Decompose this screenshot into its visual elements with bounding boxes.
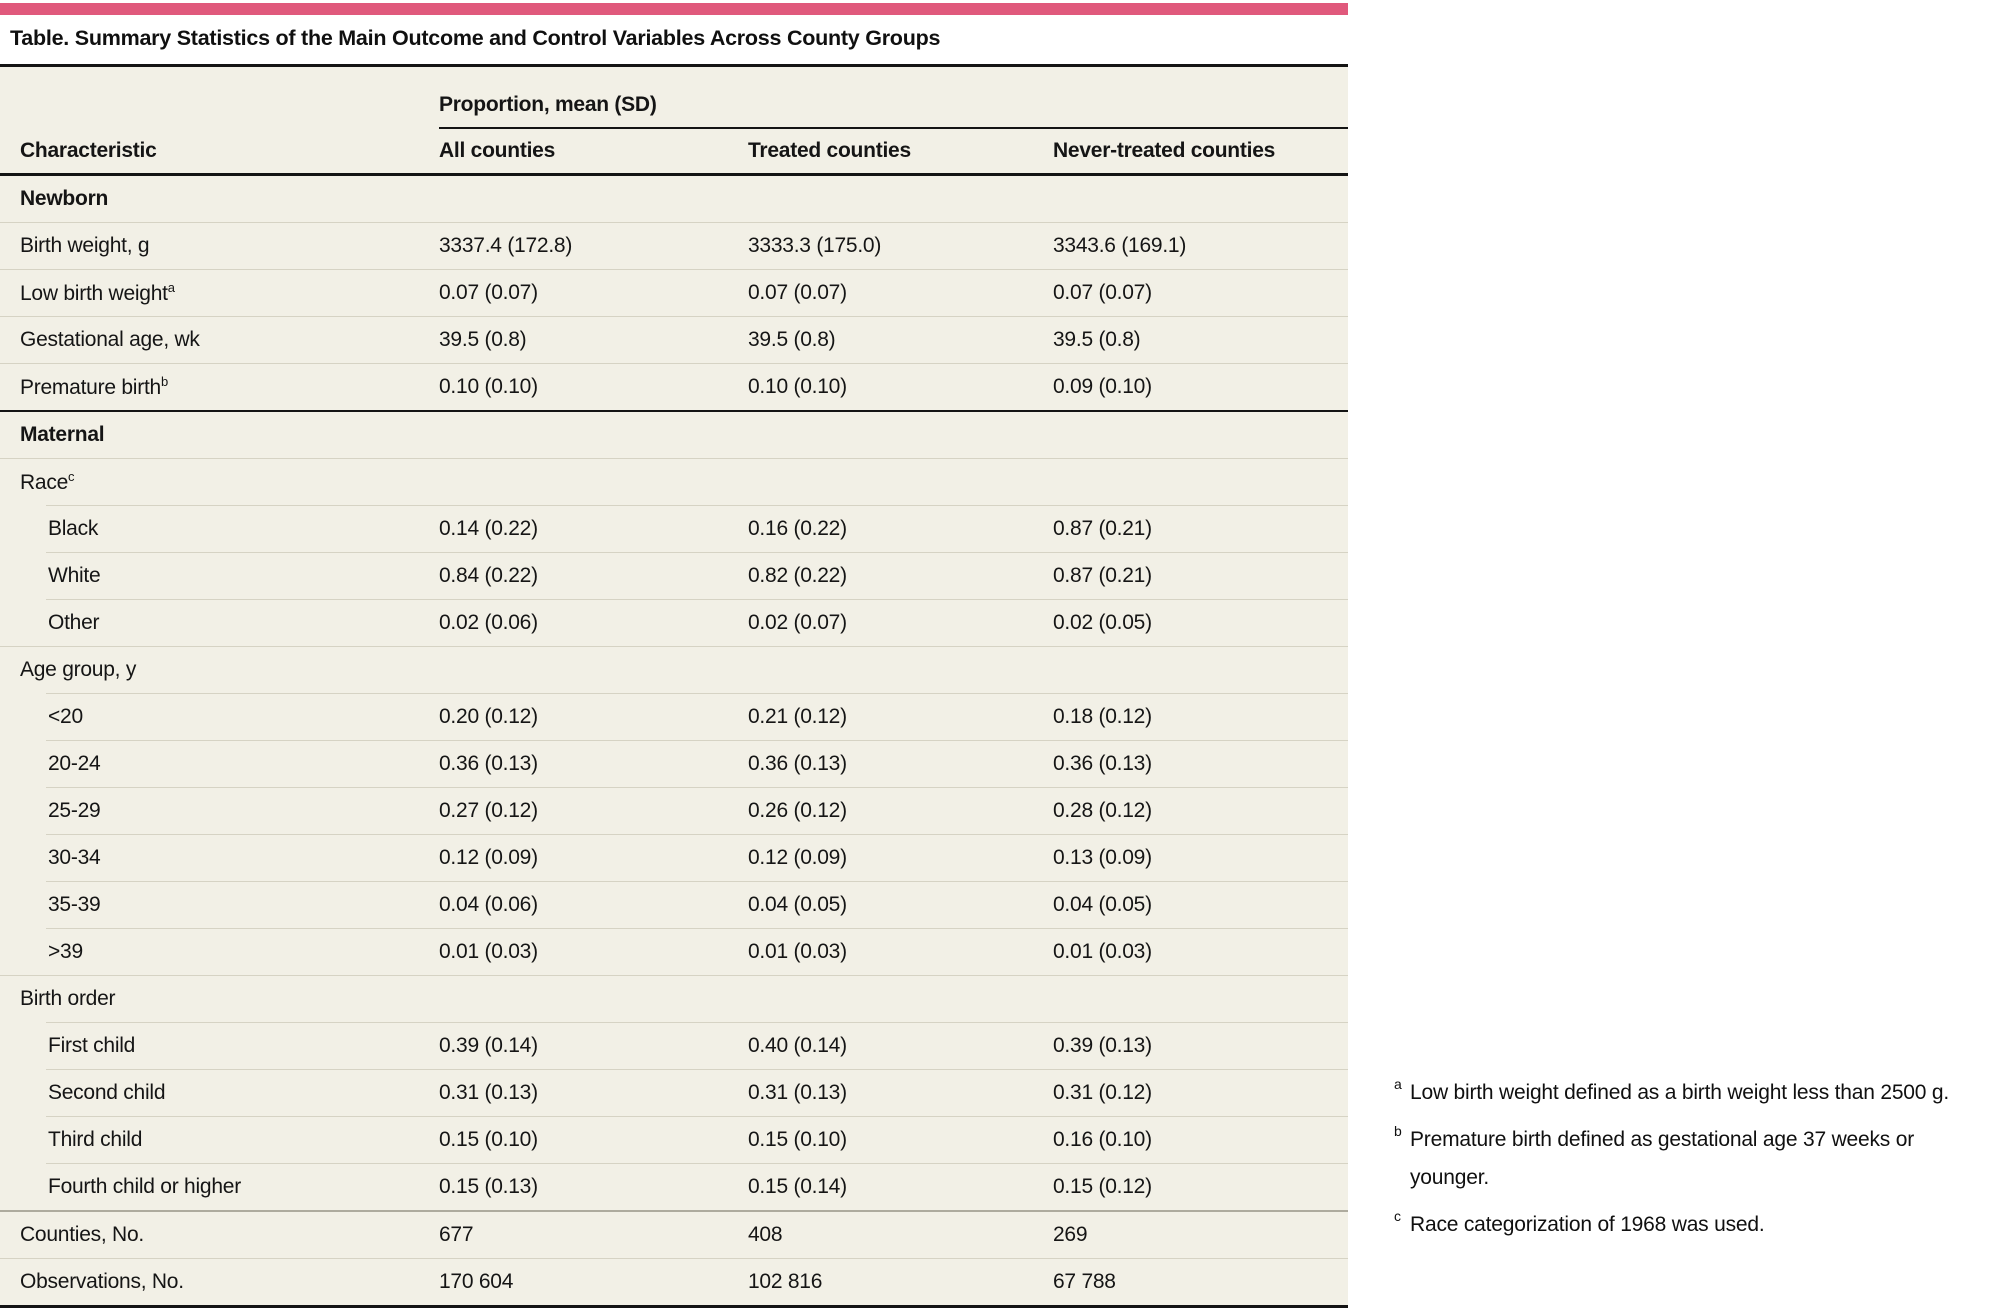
table-row	[0, 505, 1348, 552]
cell: 0.84 (0.22)	[439, 552, 748, 599]
table-row	[0, 1022, 1348, 1069]
cell: 170 604	[439, 1258, 748, 1306]
section-label: Newborn	[0, 174, 1348, 222]
row-label: Fourth child or higher	[0, 1163, 439, 1211]
cell: 67 788	[1053, 1258, 1348, 1306]
cell: 0.39 (0.13)	[1053, 1022, 1348, 1069]
cell: 0.09 (0.10)	[1053, 363, 1348, 411]
cell: 0.07 (0.07)	[1053, 269, 1348, 316]
footnote-a-marker: a	[1394, 1076, 1402, 1092]
subhead-label: Race$^c$	[0, 458, 1348, 505]
cell: 0.15 (0.14)	[748, 1163, 1053, 1211]
subhead-row-race	[0, 458, 1348, 505]
cell: 3333.3 (175.0)	[748, 222, 1053, 269]
cell: 0.87 (0.21)	[1053, 505, 1348, 552]
row-label: 20-24	[0, 740, 439, 787]
row-label: Second child	[0, 1069, 439, 1116]
table-row	[0, 1116, 1348, 1163]
cell: 0.01 (0.03)	[439, 928, 748, 975]
table-row	[0, 1069, 1348, 1116]
cell: 39.5 (0.8)	[439, 316, 748, 363]
footnote-a-text: Low birth weight defined as a birth weight less than 2500 g.	[1410, 1081, 1950, 1104]
table-row	[0, 834, 1348, 881]
cell: 0.04 (0.06)	[439, 881, 748, 928]
cell: 0.10 (0.10)	[439, 363, 748, 411]
footnote-c-text: Race categorization of 1968 was used.	[1410, 1213, 1765, 1236]
table-row	[0, 928, 1348, 975]
cell: 0.02 (0.07)	[748, 599, 1053, 646]
footnote-b-marker: b	[1394, 1123, 1402, 1139]
cell: 0.07 (0.07)	[748, 269, 1053, 316]
row-label: 30-34	[0, 834, 439, 881]
cell: 0.16 (0.22)	[748, 505, 1053, 552]
cell: 408	[748, 1211, 1053, 1259]
cell: 39.5 (0.8)	[748, 316, 1053, 363]
cell: 0.21 (0.12)	[748, 693, 1053, 740]
cell: 0.87 (0.21)	[1053, 552, 1348, 599]
section-label: Maternal	[0, 411, 1348, 459]
row-label: <20	[0, 693, 439, 740]
row-label: Third child	[0, 1116, 439, 1163]
cell: 0.12 (0.09)	[439, 834, 748, 881]
cell: 0.01 (0.03)	[748, 928, 1053, 975]
cell: 0.15 (0.13)	[439, 1163, 748, 1211]
cell: 0.01 (0.03)	[1053, 928, 1348, 975]
cell: 0.04 (0.05)	[1053, 881, 1348, 928]
col-header-never-treated-counties: Never-treated counties	[1053, 128, 1348, 175]
table-row	[0, 552, 1348, 599]
row-label: Premature birth$^b$	[0, 363, 439, 411]
accent-bar	[0, 3, 1348, 15]
row-label: Black	[0, 505, 439, 552]
subhead-row-birth-order	[0, 975, 1348, 1022]
table-row	[0, 222, 1348, 269]
row-label: First child	[0, 1022, 439, 1069]
cell: 0.18 (0.12)	[1053, 693, 1348, 740]
table-row	[0, 881, 1348, 928]
footnote-c-marker: c	[1394, 1208, 1401, 1224]
group-header-row	[0, 65, 1348, 128]
cell: 0.36 (0.13)	[1053, 740, 1348, 787]
cell: 0.02 (0.05)	[1053, 599, 1348, 646]
footnote-a	[1394, 1074, 1994, 1112]
section-row-maternal	[0, 411, 1348, 459]
table-row-observations	[0, 1258, 1348, 1306]
cell: 677	[439, 1211, 748, 1259]
subhead-row-age-group	[0, 646, 1348, 693]
table-row	[0, 787, 1348, 834]
table-row	[0, 269, 1348, 316]
footnote-marker-c: c	[68, 468, 75, 484]
row-label: Other	[0, 599, 439, 646]
footnote-b-text: Premature birth defined as gestational age 37 weeks or younger.	[1410, 1128, 1915, 1189]
cell: 0.14 (0.22)	[439, 505, 748, 552]
footnote-marker-a: a	[167, 279, 175, 295]
col-header-treated-counties: Treated counties	[748, 128, 1053, 175]
cell: 0.15 (0.12)	[1053, 1163, 1348, 1211]
row-label: White	[0, 552, 439, 599]
cell: 0.36 (0.13)	[748, 740, 1053, 787]
cell: 0.15 (0.10)	[748, 1116, 1053, 1163]
table-row	[0, 740, 1348, 787]
cell: 0.15 (0.10)	[439, 1116, 748, 1163]
col-header-characteristic: Characteristic	[0, 128, 439, 175]
column-header-row	[0, 128, 1348, 175]
row-label: 35-39	[0, 881, 439, 928]
footnote-marker-b: b	[160, 373, 169, 389]
subhead-label: Birth order	[0, 975, 1348, 1022]
table-row	[0, 1163, 1348, 1211]
table-row	[0, 316, 1348, 363]
table-row	[0, 363, 1348, 411]
cell: 0.12 (0.09)	[748, 834, 1053, 881]
cell: 0.10 (0.10)	[748, 363, 1053, 411]
cell: 0.36 (0.13)	[439, 740, 748, 787]
footnotes	[1394, 1074, 1994, 1253]
table-row-counties	[0, 1211, 1348, 1259]
cell: 0.82 (0.22)	[748, 552, 1053, 599]
section-row-newborn	[0, 174, 1348, 222]
cell: 0.26 (0.12)	[748, 787, 1053, 834]
footnote-c	[1394, 1206, 1994, 1244]
cell: 0.39 (0.14)	[439, 1022, 748, 1069]
cell: 0.20 (0.12)	[439, 693, 748, 740]
row-label: >39	[0, 928, 439, 975]
cell: 102 816	[748, 1258, 1053, 1306]
cell: 0.16 (0.10)	[1053, 1116, 1348, 1163]
cell: 3337.4 (172.8)	[439, 222, 748, 269]
empty-header-cell	[0, 65, 439, 128]
row-label: Observations, No.	[0, 1258, 439, 1306]
cell: 0.13 (0.09)	[1053, 834, 1348, 881]
cell: 0.07 (0.07)	[439, 269, 748, 316]
row-label: Gestational age, wk	[0, 316, 439, 363]
table-title: Table. Summary Statistics of the Main Outcome and Control Variables Across County Groups	[10, 26, 941, 50]
cell: 0.04 (0.05)	[748, 881, 1053, 928]
subhead-label: Age group, y	[0, 646, 1348, 693]
cell: 0.31 (0.13)	[439, 1069, 748, 1116]
cell: 0.27 (0.12)	[439, 787, 748, 834]
cell: 0.28 (0.12)	[1053, 787, 1348, 834]
cell: 0.02 (0.06)	[439, 599, 748, 646]
cell: 39.5 (0.8)	[1053, 316, 1348, 363]
row-label: Low birth weight$^a$	[0, 269, 439, 316]
row-label: Birth weight, g	[0, 222, 439, 269]
row-label: Counties, No.	[0, 1211, 439, 1259]
cell: 0.40 (0.14)	[748, 1022, 1053, 1069]
cell: 0.31 (0.12)	[1053, 1069, 1348, 1116]
row-label: 25-29	[0, 787, 439, 834]
table-row	[0, 599, 1348, 646]
cell: 269	[1053, 1211, 1348, 1259]
summary-statistics-table	[0, 64, 1348, 1308]
table-row	[0, 693, 1348, 740]
footnote-b	[1394, 1121, 1994, 1197]
cell: 3343.6 (169.1)	[1053, 222, 1348, 269]
cell: 0.31 (0.13)	[748, 1069, 1053, 1116]
group-header: Proportion, mean (SD)	[439, 65, 1348, 128]
col-header-all-counties: All counties	[439, 128, 748, 175]
